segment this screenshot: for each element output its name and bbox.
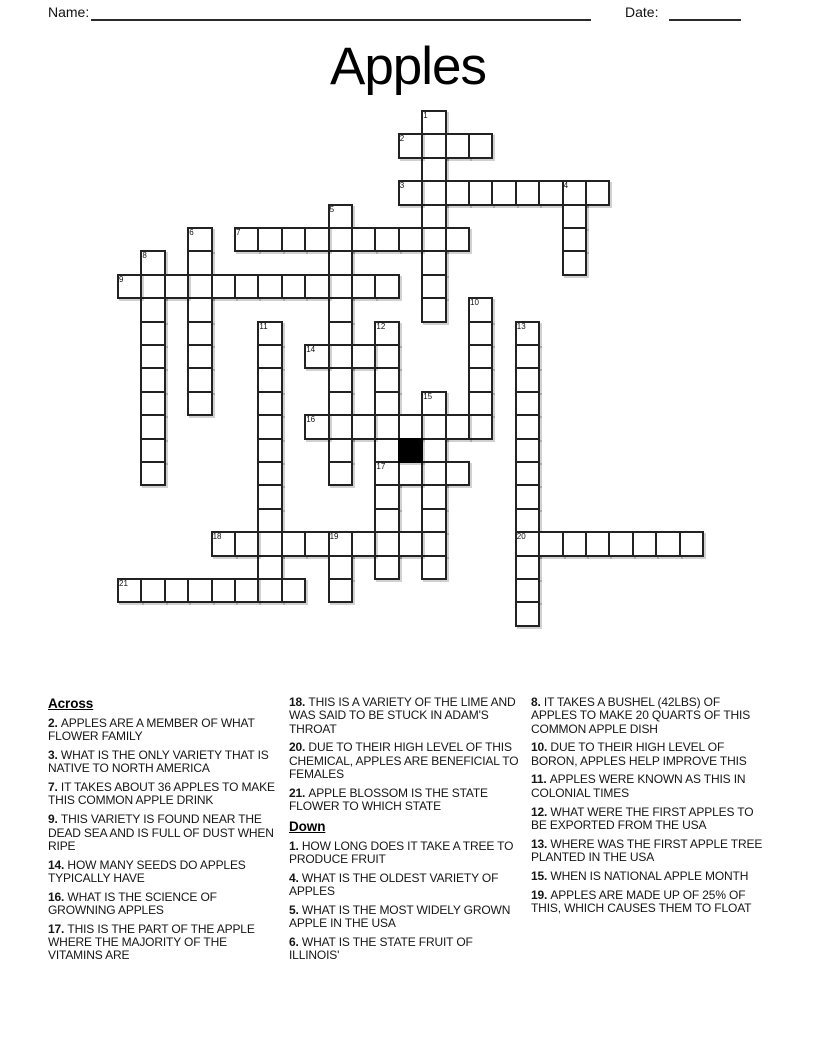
cell-number-20: 20 <box>516 532 526 542</box>
grid-cell[interactable] <box>257 438 282 463</box>
grid-cell[interactable] <box>515 438 540 463</box>
grid-cell[interactable] <box>140 578 165 603</box>
grid-cell[interactable] <box>421 250 446 275</box>
cell-number-2: 2 <box>399 134 405 144</box>
cell-number-9: 9 <box>119 274 124 284</box>
grid-cell[interactable] <box>515 344 540 369</box>
grid-cell[interactable] <box>562 531 587 556</box>
grid-cell[interactable] <box>140 297 165 322</box>
clue-text: HOW MANY SEEDS DO APPLES TYPICALLY HAVE <box>48 857 246 885</box>
grid-cell[interactable] <box>515 508 540 533</box>
clue-20 <box>289 741 522 781</box>
cell-number-4: 4 <box>563 181 569 191</box>
grid-cell[interactable] <box>328 414 353 439</box>
clue-number: 13. <box>531 836 551 851</box>
clue-16 <box>48 891 281 918</box>
clue-number: 19. <box>531 887 551 902</box>
clue-text: APPLE BLOSSOM IS THE STATE FLOWER TO WHICH STATE <box>289 785 488 814</box>
clue-text: WHAT IS THE SCIENCE OF GROWNING APPLES <box>48 889 217 918</box>
grid-cell[interactable] <box>257 578 282 603</box>
grid-cell[interactable] <box>328 391 353 416</box>
grid-cell[interactable] <box>328 461 353 486</box>
grid-cell[interactable] <box>328 438 353 463</box>
clue-number: 4. <box>289 870 302 885</box>
clue-number: 2. <box>48 716 61 730</box>
grid-cell[interactable] <box>421 531 446 556</box>
across-header: Across <box>48 696 94 711</box>
grid-cell[interactable] <box>491 180 516 205</box>
cell-number-13: 13 <box>516 321 526 331</box>
grid-cell[interactable] <box>234 274 259 299</box>
grid-cell[interactable] <box>398 531 423 556</box>
clue-text: WHEN IS NATIONAL APPLE MONTH <box>550 868 749 883</box>
clue-17 <box>48 923 281 963</box>
clue-text: IT TAKES A BUSHEL (42LBS) OF APPLES TO MAKE 20 QUARTS OF THIS COMMON APPLE DISH <box>531 695 751 736</box>
grid-cell[interactable] <box>421 274 446 299</box>
clue-number: 17. <box>48 921 68 936</box>
clue-text: WHAT IS THE MOST WIDELY GROWN APPLE IN THE USA <box>289 903 511 931</box>
clue-number: 8. <box>531 695 544 709</box>
grid-cell[interactable] <box>562 227 587 252</box>
grid-cell[interactable] <box>515 391 540 416</box>
grid-cell[interactable] <box>374 274 399 299</box>
clue-text: THIS IS THE PART OF THE APPLE WHERE THE MAJORITY OF THE VITAMINS ARE <box>48 921 255 963</box>
clue-number: 5. <box>289 903 302 918</box>
grid-cell[interactable] <box>608 531 633 556</box>
grid-cell[interactable] <box>281 531 306 556</box>
grid-cell[interactable] <box>374 391 399 416</box>
grid-cell[interactable] <box>421 297 446 322</box>
grid-cell[interactable] <box>655 531 680 556</box>
grid-cell[interactable] <box>187 274 212 299</box>
clue-text: HOW LONG DOES IT TAKE A TREE TO PRODUCE FRUIT <box>289 838 514 867</box>
clue-text: APPLES ARE MADE UP OF 25% OF THIS, WHICH CAUSES THEM TO FLOAT <box>531 887 752 915</box>
grid-cell[interactable] <box>515 555 540 580</box>
grid-cell[interactable] <box>374 484 399 509</box>
grid-cell[interactable] <box>538 180 563 205</box>
grid-cell[interactable] <box>164 578 189 603</box>
clue-number: 21. <box>289 785 309 800</box>
cell-number-5: 5 <box>329 204 335 214</box>
cell-number-12: 12 <box>376 321 386 331</box>
grid-cell[interactable] <box>304 274 329 299</box>
grid-cell[interactable] <box>468 367 493 392</box>
clue-number: 11. <box>531 772 550 787</box>
grid-cell[interactable] <box>257 484 282 509</box>
clue-text: DUE TO THEIR HIGH LEVEL OF BORON, APPLES HELP IMPROVE THIS <box>531 740 747 768</box>
clue-5 <box>289 904 522 931</box>
grid-cell[interactable] <box>421 227 446 252</box>
grid-cell[interactable] <box>328 344 353 369</box>
grid-cell[interactable] <box>328 321 353 346</box>
grid-cell[interactable] <box>328 297 353 322</box>
clue-8 <box>531 696 764 736</box>
clue-number: 10. <box>531 740 551 755</box>
grid-cell[interactable] <box>374 414 399 439</box>
grid-cell[interactable] <box>351 274 376 299</box>
grid-cell[interactable] <box>351 227 376 252</box>
grid-cell[interactable] <box>515 414 540 439</box>
clue-14 <box>48 859 281 886</box>
clue-6 <box>289 936 522 963</box>
clue-text: WHAT IS THE ONLY VARIETY THAT IS NATIVE TO NORTH AMERICA <box>48 748 269 776</box>
clue-2 <box>48 717 281 744</box>
name-label: Name: <box>48 4 90 20</box>
grid-cell[interactable] <box>187 367 212 392</box>
clue-7 <box>48 781 281 808</box>
grid-cell[interactable] <box>421 484 446 509</box>
cell-number-1: 1 <box>423 111 428 120</box>
grid-cell[interactable] <box>468 321 493 346</box>
grid-cell[interactable] <box>468 180 493 205</box>
clue-text: THIS VARIETY IS FOUND NEAR THE DEAD SEA AND IS FULL OF DUST WHEN RIPE <box>48 812 274 853</box>
clue-number: 6. <box>289 935 302 950</box>
grid-cell[interactable] <box>351 414 376 439</box>
grid-cell[interactable] <box>187 250 212 275</box>
grid-cell[interactable] <box>140 274 165 299</box>
grid-cell[interactable] <box>421 133 446 158</box>
cell-number-18: 18 <box>212 532 222 542</box>
grid-cell[interactable] <box>585 180 610 205</box>
grid-cell[interactable] <box>421 461 446 486</box>
grid-cell[interactable] <box>351 344 376 369</box>
grid-cell[interactable] <box>421 180 446 205</box>
grid-cell[interactable] <box>140 438 165 463</box>
clue-number: 15. <box>531 868 551 883</box>
grid-cell[interactable] <box>257 555 282 580</box>
grid-cell[interactable] <box>421 438 446 463</box>
cell-number-11: 11 <box>259 321 268 331</box>
grid-cell[interactable] <box>328 367 353 392</box>
clue-number: 7. <box>48 780 61 795</box>
grid-cell[interactable] <box>585 531 610 556</box>
grid-cell[interactable] <box>328 274 353 299</box>
grid-cell[interactable] <box>187 578 212 603</box>
grid-cell[interactable] <box>257 461 282 486</box>
cell-number-16: 16 <box>306 415 316 425</box>
grid-cell[interactable] <box>468 344 493 369</box>
grid-cell[interactable] <box>140 344 165 369</box>
grid-cell[interactable] <box>281 274 306 299</box>
grid-cell[interactable] <box>328 555 353 580</box>
clue-9 <box>48 813 281 853</box>
clue-number: 3. <box>48 748 61 763</box>
clue-18 <box>289 696 522 736</box>
cell-number-19: 19 <box>329 532 339 542</box>
grid-cell[interactable] <box>374 531 399 556</box>
clue-number: 20. <box>289 740 309 755</box>
date-label: Date: <box>625 4 659 20</box>
clues-column-middle <box>289 696 522 968</box>
clue-1 <box>289 840 522 867</box>
clue-21 <box>289 787 522 814</box>
grid-cell[interactable] <box>468 391 493 416</box>
grid-cell[interactable] <box>140 367 165 392</box>
grid-cell[interactable] <box>328 227 353 252</box>
grid-cell[interactable] <box>211 578 236 603</box>
grid-cell[interactable] <box>257 531 282 556</box>
clue-13 <box>531 838 764 865</box>
grid-cell[interactable] <box>374 555 399 580</box>
grid-cell[interactable] <box>538 531 563 556</box>
grid-cell[interactable] <box>515 461 540 486</box>
grid-cell[interactable] <box>257 508 282 533</box>
clue-3 <box>48 749 281 776</box>
grid-cell[interactable] <box>632 531 657 556</box>
grid-cell[interactable] <box>515 578 540 603</box>
grid-cell[interactable] <box>304 531 329 556</box>
grid-cell[interactable] <box>398 227 423 252</box>
clue-text: IT TAKES ABOUT 36 APPLES TO MAKE THIS COMMON APPLE DRINK <box>48 780 275 808</box>
grid-cell[interactable] <box>257 274 282 299</box>
grid-cell[interactable] <box>562 250 587 275</box>
clue-number: 9. <box>48 812 61 827</box>
cell-number-15: 15 <box>423 391 433 401</box>
clue-number: 12. <box>531 804 551 819</box>
grid-cell[interactable] <box>211 274 236 299</box>
grid-cell[interactable] <box>257 344 282 369</box>
grid-cell[interactable] <box>374 344 399 369</box>
grid-cell[interactable] <box>257 227 282 252</box>
clue-12 <box>531 806 764 833</box>
clue-text: APPLES ARE A MEMBER OF WHAT FLOWER FAMILY <box>48 716 255 744</box>
grid-cell[interactable] <box>351 531 376 556</box>
grid-cell[interactable] <box>398 414 423 439</box>
grid-cell[interactable] <box>140 391 165 416</box>
grid-cell[interactable] <box>328 250 353 275</box>
clue-number: 18. <box>289 695 309 709</box>
grid-cell[interactable] <box>234 531 259 556</box>
grid-cell[interactable] <box>187 297 212 322</box>
clue-text: WHAT IS THE OLDEST VARIETY OF APPLES <box>289 870 499 899</box>
grid-cell[interactable] <box>257 414 282 439</box>
cell-number-6: 6 <box>189 228 194 237</box>
grid-cell[interactable] <box>328 578 353 603</box>
grid-cell[interactable] <box>515 367 540 392</box>
grid-cell[interactable] <box>374 227 399 252</box>
down-header: Down <box>289 818 326 834</box>
grid-cell[interactable] <box>515 484 540 509</box>
grid-cell[interactable] <box>187 321 212 346</box>
black-cell <box>398 438 423 463</box>
cell-number-17: 17 <box>376 462 386 471</box>
grid-cell[interactable] <box>257 367 282 392</box>
grid-cell[interactable] <box>421 414 446 439</box>
grid-cell[interactable] <box>445 133 470 158</box>
clue-number: 1. <box>289 838 302 853</box>
clue-19 <box>531 889 764 916</box>
grid-cell[interactable] <box>445 461 470 486</box>
grid-cell[interactable] <box>468 414 493 439</box>
clues-column-across <box>48 696 281 968</box>
grid-cell[interactable] <box>234 578 259 603</box>
clue-10 <box>531 741 764 768</box>
clue-text: THIS IS A VARIETY OF THE LIME AND WAS SAID TO BE STUCK IN ADAM'S THROAT <box>289 695 516 736</box>
clue-11 <box>531 773 764 800</box>
grid-cell[interactable] <box>421 555 446 580</box>
grid-cell[interactable] <box>374 367 399 392</box>
grid-cell[interactable] <box>421 157 446 182</box>
grid-cell[interactable] <box>281 227 306 252</box>
cell-number-7: 7 <box>236 228 241 237</box>
grid-cell[interactable] <box>445 414 470 439</box>
grid-cell[interactable] <box>679 531 704 556</box>
grid-cell[interactable] <box>187 344 212 369</box>
cell-number-14: 14 <box>306 345 316 354</box>
grid-cell[interactable] <box>304 227 329 252</box>
grid-cell[interactable] <box>562 204 587 229</box>
cell-number-8: 8 <box>142 251 147 261</box>
page-title: Apples <box>329 37 487 96</box>
grid-cell[interactable] <box>445 180 470 205</box>
grid-cell[interactable] <box>468 133 493 158</box>
grid-cell[interactable] <box>515 180 540 205</box>
grid-cell[interactable] <box>187 391 212 416</box>
cell-number-10: 10 <box>470 298 479 308</box>
grid-cell[interactable] <box>257 391 282 416</box>
grid-cell[interactable] <box>281 578 306 603</box>
grid-cell[interactable] <box>140 414 165 439</box>
grid-cell[interactable] <box>164 274 189 299</box>
grid-cell[interactable] <box>140 321 165 346</box>
clues-column-down <box>531 696 764 921</box>
clue-text: APPLES WERE KNOWN AS THIS IN COLONIAL TIMES <box>531 772 746 800</box>
clue-15 <box>531 870 764 883</box>
grid-cell[interactable] <box>398 461 423 486</box>
clue-text: WHERE WAS THE FIRST APPLE TREE PLANTED IN THE USA <box>531 836 763 864</box>
grid-cell[interactable] <box>421 204 446 229</box>
clue-text: DUE TO THEIR HIGH LEVEL OF THIS CHEMICAL, APPLES ARE BENEFICIAL TO FEMALES <box>289 740 519 781</box>
clue-number: 14. <box>48 857 68 872</box>
cell-number-3: 3 <box>399 181 405 191</box>
clue-text: WHAT WERE THE FIRST APPLES TO BE EXPORTED FROM THE USA <box>531 804 754 832</box>
cell-number-21: 21 <box>119 579 128 588</box>
clue-4 <box>289 872 522 899</box>
grid-cell[interactable] <box>374 438 399 463</box>
clue-text: WHAT IS THE STATE FRUIT OF ILLINOIS' <box>289 935 473 963</box>
clue-number: 16. <box>48 889 68 904</box>
grid-cell[interactable] <box>140 461 165 486</box>
grid-cell[interactable] <box>445 227 470 252</box>
grid-cell[interactable] <box>421 508 446 533</box>
grid-cell[interactable] <box>515 601 540 626</box>
grid-cell[interactable] <box>374 508 399 533</box>
